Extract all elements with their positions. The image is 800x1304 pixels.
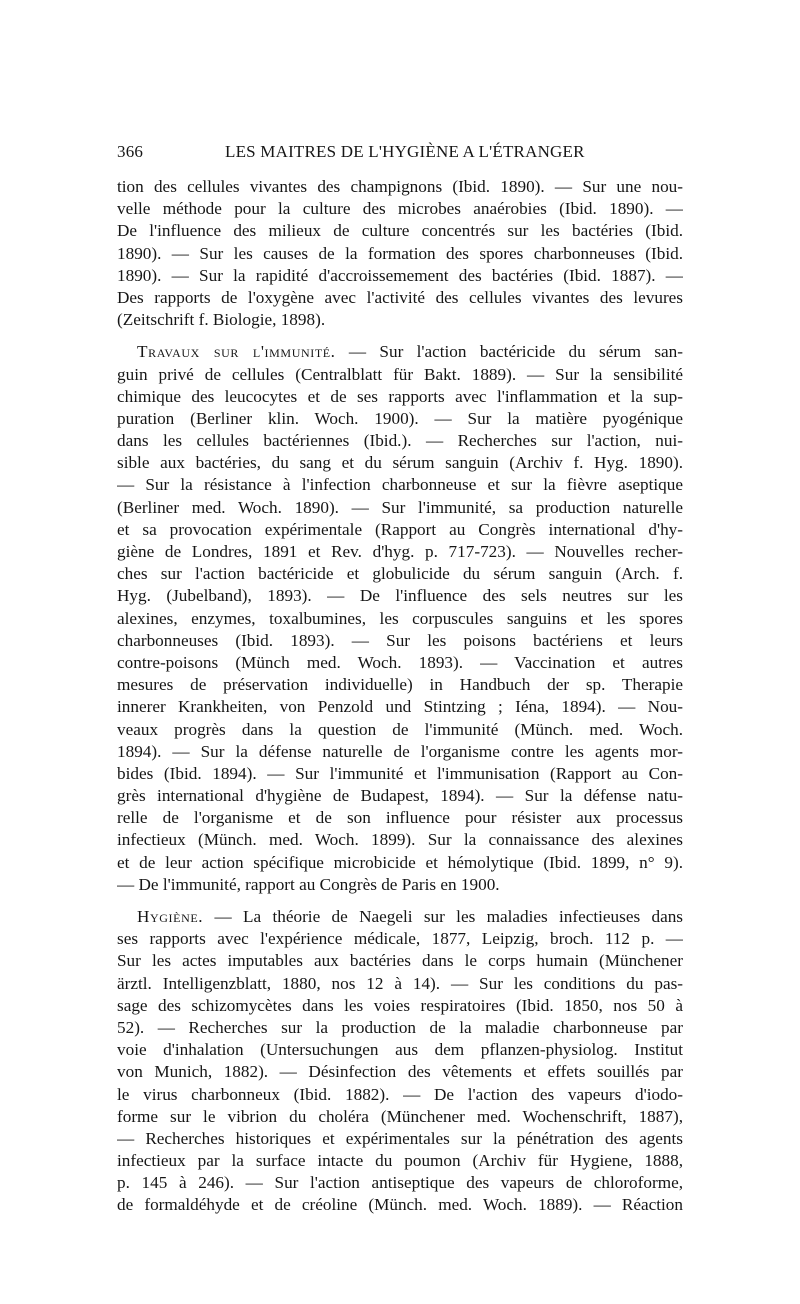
text-line: le virus charbonneux (Ibid. 1882). — De l'action des vapeurs d'iodo- — [117, 1084, 683, 1104]
text-line: tion des cellules vivantes des champignons (Ibid. 1890). — Sur une nou- — [117, 177, 683, 196]
text-line: (Berliner med. Woch. 1890). — Sur l'immunité, sa production naturelle — [117, 497, 683, 517]
book-page — [117, 142, 683, 1217]
text-line-first — [117, 906, 683, 928]
text-line: von Munich, 1882). — Désinfection des vêtements et effets souillés par — [117, 1062, 683, 1082]
section-heading-immunity: Travaux sur l'immunité. — [137, 342, 336, 362]
text-line: De l'influence des milieux de culture concentrés sur les bactéries (Ibid. — [117, 221, 683, 241]
text-line: forme sur le vibrion du choléra (Münchener med. Wochenschrift, 1887), — [117, 1106, 683, 1126]
text-line: infectieux par la surface intacte du poumon (Archiv für Hygiene, 1888, — [117, 1151, 683, 1171]
text-line: de formaldéhyde et de créoline (Münch. med. Woch. 1889). — Réaction — [117, 1195, 683, 1215]
text-line: mesures de préservation individuelle) in Handbuch der sp. Therapie — [117, 675, 683, 695]
text-line: dans les cellules bactériennes (Ibid.). — Recherches sur l'action, nui- — [117, 431, 683, 451]
text-line: ärztl. Intelligenzblatt, 1880, nos 12 à 14). — Sur les conditions du pas- — [117, 973, 683, 993]
text-line: puration (Berliner klin. Woch. 1900). — Sur la matière pyogénique — [117, 408, 683, 428]
text-line: guin privé de cellules (Centralblatt für Bakt. 1889). — Sur la sensibilité — [117, 364, 683, 384]
text-line: Des rapports de l'oxygène avec l'activité des cellules vivantes des levures — [117, 287, 683, 307]
text-line: giène de Londres, 1891 et Rev. d'hyg. p. 717-723). — Nouvelles recher- — [117, 542, 683, 561]
paragraph-hygiene — [117, 906, 683, 1217]
text-line: — Recherches historiques et expérimentales sur la pénétration des agents — [117, 1128, 683, 1148]
text-line: alexines, enzymes, toxalbumines, les corpuscules sanguins et les spores — [117, 608, 683, 628]
text-line: infectieux (Münch. med. Woch. 1899). Sur la connaissance des alexines — [117, 830, 683, 850]
text-line: Sur les actes imputables aux bactéries dans le corps humain (Münchener — [117, 951, 683, 971]
text-line: sible aux bactéries, du sang et du sérum sanguin (Archiv f. Hyg. 1890). — [117, 453, 683, 473]
text-line: p. 145 à 246). — Sur l'action antiseptique des vapeurs de chloroforme, — [117, 1173, 683, 1193]
paragraph-continuation — [117, 176, 683, 331]
paragraph-spacer — [117, 896, 683, 906]
text-line: — De l'immunité, rapport au Congrès de Paris en 1900. — [117, 874, 500, 894]
first-line-rest: — Sur l'action bactéricide du sérum san- — [335, 342, 683, 362]
text-line: bides (Ibid. 1894). — Sur l'immunité et l'immunisation (Rapport au Con- — [117, 763, 683, 783]
text-line: veaux progrès dans la question de l'immunité (Münch. med. Woch. — [117, 719, 683, 739]
text-line: 1894). — Sur la défense naturelle de l'organisme contre les agents mor- — [117, 741, 683, 761]
running-title: LES MAITRES DE L'HYGIÈNE A L'ÉTRANGER — [225, 142, 585, 161]
first-line-rest: — La théorie de Naegeli sur les maladies infectieuses dans — [203, 907, 683, 926]
paragraph-spacer — [117, 331, 683, 341]
text-line: relle de l'organisme et de son influence pour résister aux processus — [117, 808, 683, 828]
text-line: sage des schizomycètes dans les voies respiratoires (Ibid. 1850, nos 50 à — [117, 995, 683, 1015]
text-line: 1890). — Sur la rapidité d'accroissemement des bactéries (Ibid. 1887). — — [117, 265, 683, 285]
text-line: et sa provocation expérimentale (Rapport au Congrès international d'hy- — [117, 519, 683, 539]
text-line-first — [117, 341, 683, 363]
text-line: ches sur l'action bactéricide et globulicide du sérum sanguin (Arch. f. — [117, 564, 683, 584]
text-line: chimique des leucocytes et de ses rapports avec l'inflammation et la sup- — [117, 386, 683, 406]
text-line: innerer Krankheiten, von Penzold und Stintzing ; Iéna, 1894). — Nou- — [117, 697, 683, 717]
text-line: 1890). — Sur les causes de la formation des spores charbonneuses (Ibid. — [117, 243, 683, 263]
text-line: Hyg. (Jubelband), 1893). — De l'influence des sels neutres sur les — [117, 586, 683, 606]
text-line: — Sur la résistance à l'infection charbonneuse et sur la fièvre aseptique — [117, 475, 683, 495]
page-number: 366 — [117, 142, 144, 161]
text-line: (Zeitschrift f. Biologie, 1898). — [117, 310, 326, 330]
text-line: 52). — Recherches sur la production de la maladie charbonneuse par — [117, 1017, 683, 1037]
text-line: voie d'inhalation (Untersuchungen aus dem pflanzen-physiolog. Institut — [117, 1040, 683, 1060]
text-line: contre-poisons (Münch med. Woch. 1893). — Vaccination et autres — [117, 652, 683, 672]
text-line: velle méthode pour la culture des microbes anaérobies (Ibid. 1890). — — [117, 199, 683, 219]
section-heading-hygiene: Hygiène. — [137, 907, 204, 926]
text-line: ses rapports avec l'expérience médicale, 1877, Leipzig, broch. 112 p. — — [117, 929, 683, 949]
text-line: et de leur action spécifique microbicide et hémolytique (Ibid. 1899, n° 9). — [117, 852, 683, 872]
text-line: grès international d'hygiène de Budapest, 1894). — Sur la défense natu- — [117, 786, 683, 806]
text-line: charbonneuses (Ibid. 1893). — Sur les poisons bactériens et leurs — [117, 630, 683, 650]
running-header — [117, 142, 683, 176]
paragraph-immunity-works — [117, 341, 683, 896]
